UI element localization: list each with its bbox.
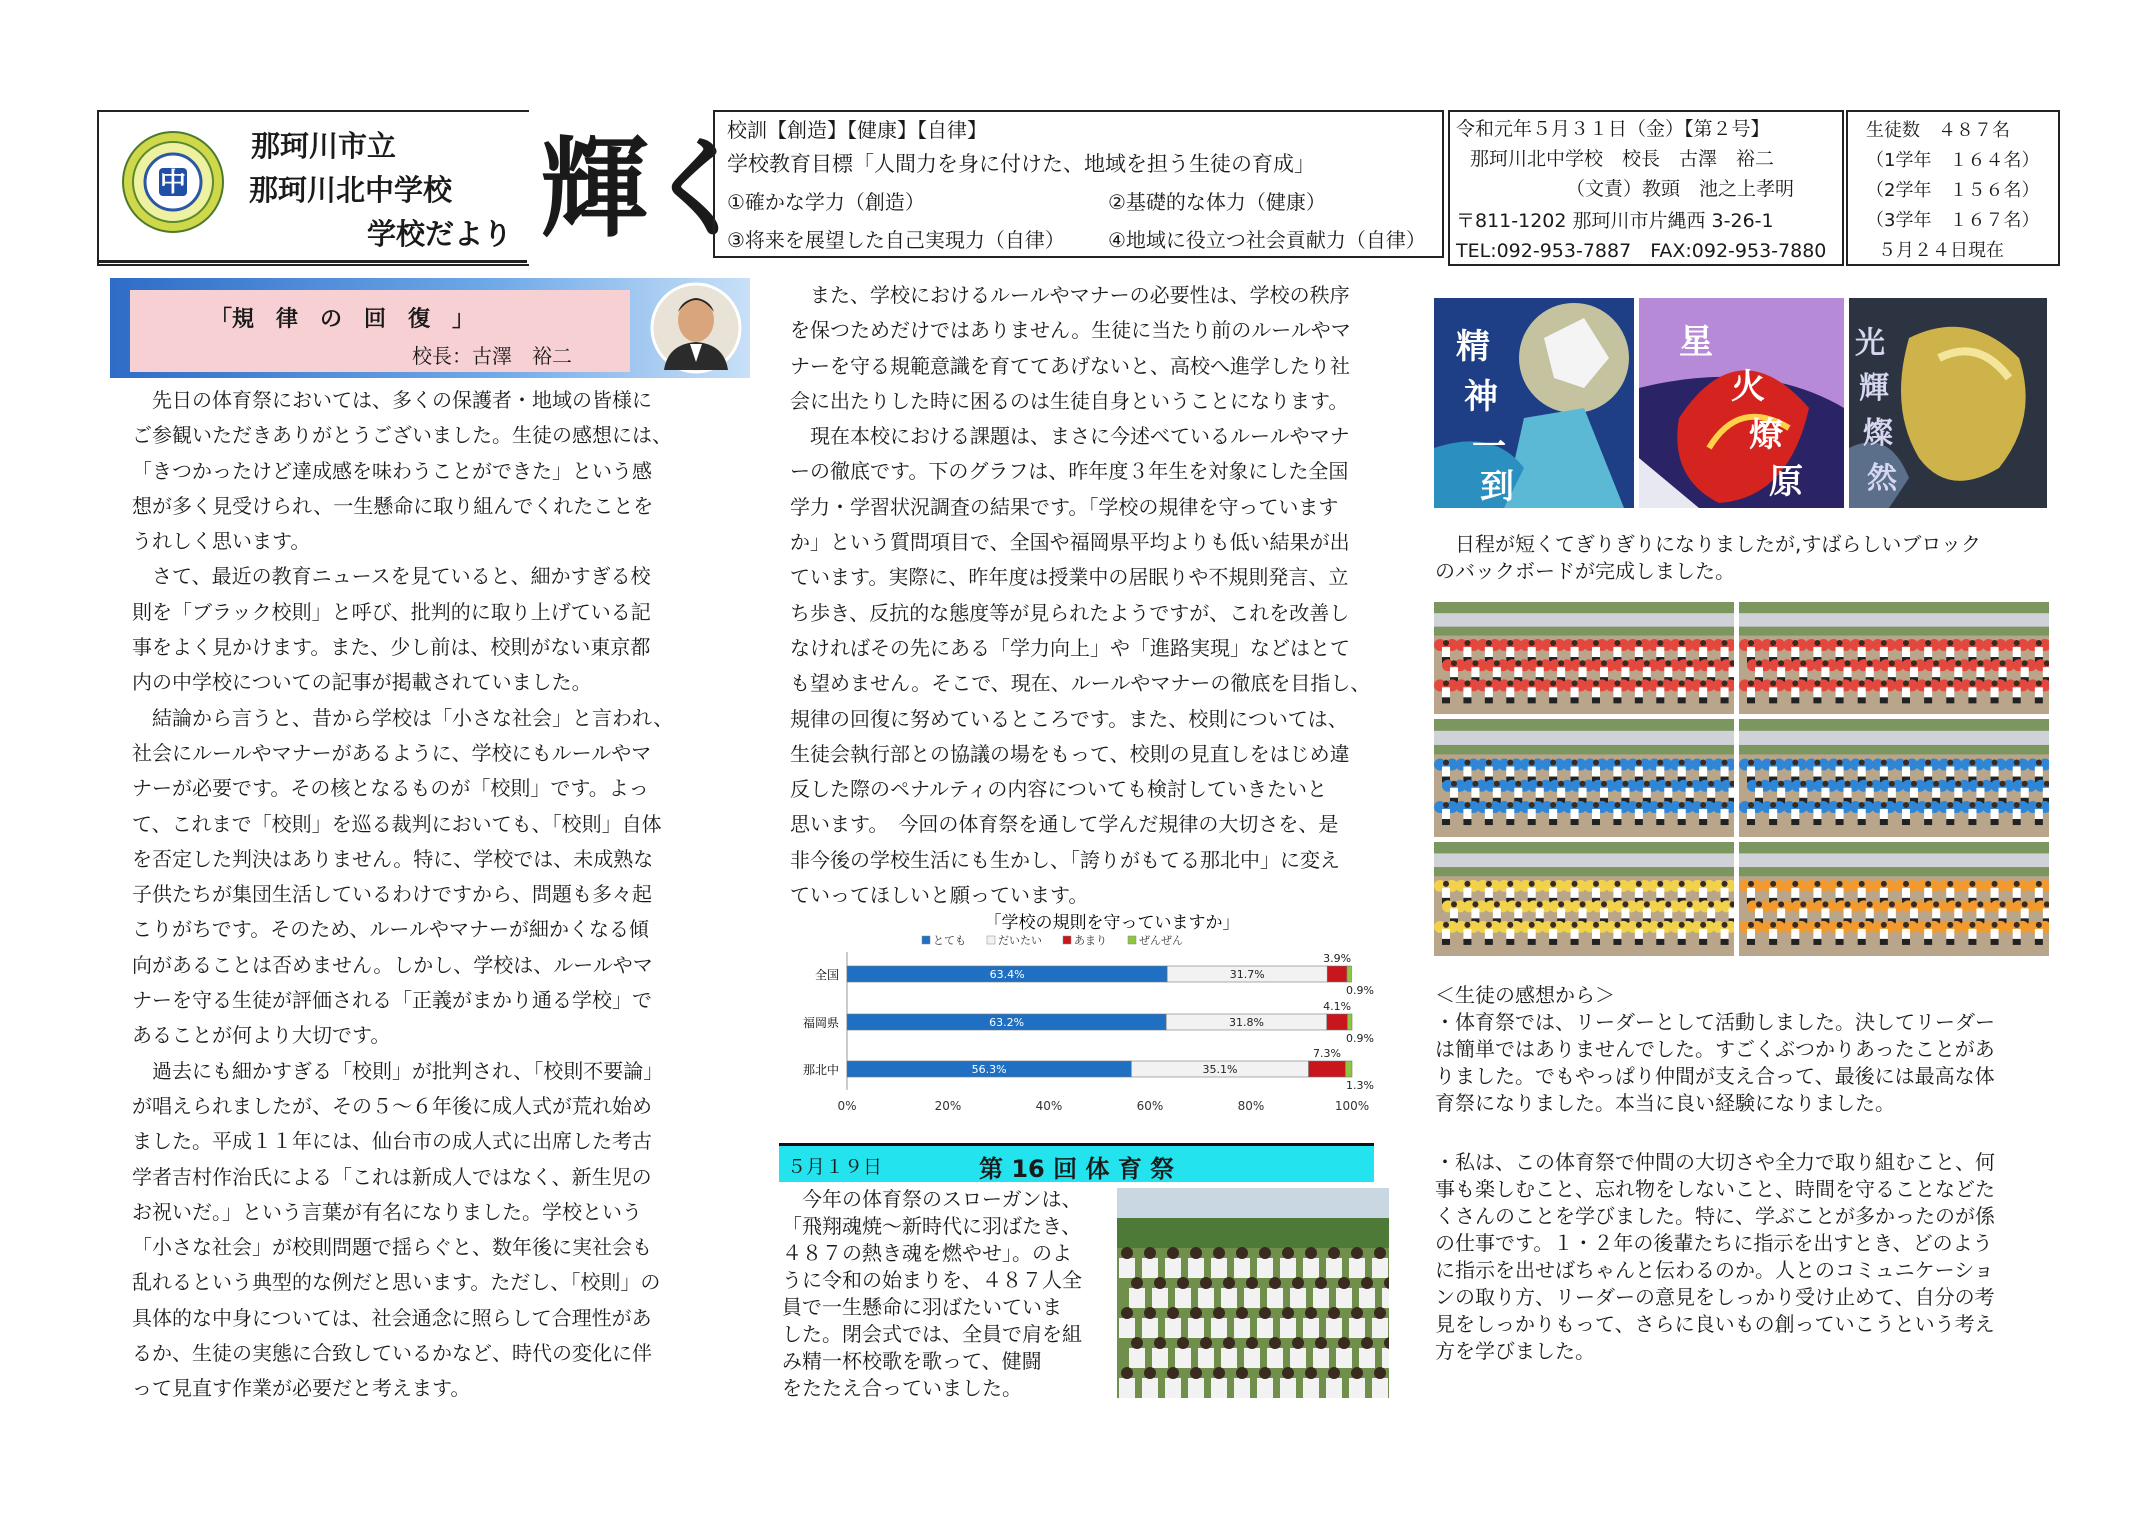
student-figure: [1198, 1337, 1214, 1368]
festival-line: 員で一生懸命に羽ばたいていま: [782, 1295, 1062, 1319]
festival-line: ４８７の熱き魂を燃やせ」。のよ: [782, 1241, 1072, 1265]
student-figure: [1152, 1277, 1168, 1308]
legend-label: とても: [933, 934, 966, 947]
chart-canvas: [782, 912, 1402, 1117]
dance-photo: [1434, 602, 1734, 714]
festival-body: [782, 1185, 1082, 1401]
student-figure: [1257, 1247, 1273, 1278]
article-col2-line: 反した際のペナルティの内容についても検討していきたいと: [790, 777, 1327, 802]
grade2-count: （2学年 １５６名）: [1866, 180, 2040, 201]
article-col1-line: こりがちです。そのため、ルールやマナーが細かくなる傾: [132, 917, 649, 942]
impression2-line: 事も楽しむこと、忘れ物をしないこと、時間を守ることなどた: [1435, 1177, 1995, 1201]
article-col2-line: ていってほしいと願っています。: [790, 883, 1089, 908]
newsletter-label: 学校だより: [367, 217, 513, 251]
impression-2: [1435, 1149, 1995, 1365]
student-figure: [1313, 1277, 1329, 1308]
student-figure: [1119, 1247, 1135, 1278]
article-col2-line: 学力・学習状況調査の結果です。「学校の規律を守っています: [790, 494, 1339, 519]
student-figure: [1326, 1247, 1342, 1278]
student-figure: [1165, 1307, 1181, 1338]
article-col1-line: を否定した判決はありません。特に、学校では、未成熟な: [132, 846, 654, 871]
student-figure: [1359, 1277, 1375, 1308]
article-col1-line: お祝いだ。」という言葉が有名になりました。学校という: [132, 1199, 642, 1224]
impression2-line: に指示を出せばちゃんと伝わるのか。人とのコミュニケーショ: [1435, 1258, 1994, 1282]
article-col2-line: を保つためだけではありません。生徒に当たり前のルールやマ: [790, 318, 1351, 343]
festival-line: した。閉会式では、全員で肩を組: [782, 1322, 1082, 1346]
student-figure: [1257, 1307, 1273, 1338]
student-figure: [1221, 1337, 1237, 1368]
article-body-column-1: [132, 383, 673, 1407]
student-figure: [1303, 1247, 1319, 1278]
student-figure: [1234, 1307, 1250, 1338]
student-figure: [1267, 1277, 1283, 1308]
festival-line: 今年の体育祭のスローガンは、: [782, 1187, 1082, 1211]
student-figure: [1142, 1367, 1158, 1398]
article-col1-line: ナーを守る生徒が評価される「正義がまかり通る学校」で: [132, 988, 652, 1013]
goal-item-1: ①確かな学力（創造）: [727, 190, 925, 214]
chart-bar: [1345, 1061, 1352, 1077]
chart-data-label: 7.3%: [1313, 1047, 1341, 1060]
student-figure: [1129, 1337, 1145, 1368]
article-col1-line: 結論から言うと、昔から学校は「小さな社会」と言われ、: [132, 705, 674, 730]
student-figure: [1257, 1367, 1273, 1398]
student-figure: [1349, 1307, 1365, 1338]
impression2-line: の仕事です。１・２年の後輩たちに指示を出すとき、どのよう: [1435, 1231, 1993, 1255]
backboard-photos: [1434, 298, 2047, 508]
chart-data-label: 35.1%: [1202, 1063, 1238, 1076]
legend-label: だいたい: [998, 934, 1042, 947]
article-col2-line: ち歩き、反抗的な態度等が見られたようですが、これを改善し: [790, 600, 1350, 625]
count-as-of: ５月２４日現在: [1878, 240, 2004, 261]
student-figure: [1326, 1367, 1342, 1398]
backboard-caption-line-1: 日程が短くてぎりぎりになりましたが,すばらしいブロック: [1435, 532, 1981, 556]
student-figure: [1142, 1247, 1158, 1278]
legend-label: あまり: [1074, 934, 1107, 947]
school-name: 那珂川北中学校: [249, 173, 453, 207]
board-text-1a: 精: [1456, 327, 1490, 367]
chart-data-label: 31.8%: [1228, 1016, 1264, 1029]
festival-line: み精一杯校歌を歌って、健闘: [782, 1349, 1042, 1373]
chart-tick-label: 0%: [837, 1099, 857, 1113]
student-figure: [1313, 1337, 1329, 1368]
article-col2-line: 思います。 今回の体育祭を通して学んだ規律の大切さを、是: [790, 812, 1339, 837]
chart-bar: [1309, 1061, 1346, 1077]
impression2-line: 方を学びました。: [1435, 1339, 1595, 1363]
student-figure: [1165, 1367, 1181, 1398]
student-figure: [1349, 1367, 1365, 1398]
article-col1-line: 先日の体育祭においては、多くの保護者・地域の皆様に: [132, 388, 652, 412]
school-emblem-icon: [121, 130, 225, 234]
grade1-count: （1学年 １６４名）: [1866, 150, 2040, 171]
issue-info-box: [1448, 110, 1844, 266]
article-author: 校長：古澤 裕二: [412, 344, 572, 368]
board-text-3a: 光: [1855, 326, 1885, 361]
article-col2-line: 会に出たりした時に困るのは生徒自身ということになります。: [790, 388, 1349, 413]
article-col1-line: 過去にも細かすぎる「校則」が批判され、「校則不要論」: [132, 1058, 664, 1083]
masthead-school-box: [97, 110, 529, 266]
chart-data-label: 31.7%: [1229, 968, 1265, 981]
board-text-1d: 到: [1480, 467, 1514, 507]
school-address: 〒811-1202 那珂川市片縄西 3-26-1: [1456, 210, 1774, 232]
article-col1-line: るか、生徒の実態に合致しているかなど、時代の変化に伴: [132, 1341, 652, 1366]
chart-tick-label: 60%: [1136, 1099, 1164, 1113]
school-motto-box: [713, 110, 1444, 258]
legend-swatch: [987, 936, 995, 944]
festival-title: 第 16 回 体 育 祭: [979, 1155, 1175, 1183]
article-col1-line: ました。平成１１年には、仙台市の成人式に出席した考古: [132, 1129, 652, 1154]
student-figure: [1175, 1277, 1191, 1308]
goal-item-3: ③将来を展望した自己実現力（自律）: [727, 228, 1065, 252]
student-figure: [1221, 1277, 1237, 1308]
festival-date: ５月１９日: [787, 1156, 883, 1178]
chart-bar: [1347, 966, 1352, 982]
principal-photo: [650, 282, 742, 374]
student-figure: [1290, 1277, 1306, 1308]
backboard-caption: [1435, 530, 1981, 584]
education-goal: 学校教育目標「人間力を身に付けた、地域を担う生徒の育成」: [727, 152, 1315, 176]
chart-category-label: 那北中: [802, 1063, 839, 1077]
article-col1-line: 子供たちが集団生活しているわけですから、問題も多々起: [132, 882, 652, 907]
article-col2-line: なければその先にある「学力向上」や「進路実現」などはとて: [790, 635, 1350, 660]
student-figure: [1336, 1337, 1352, 1368]
student-figure: [1234, 1367, 1250, 1398]
student-figure: [1234, 1247, 1250, 1278]
student-figure: [1165, 1247, 1181, 1278]
emblem-character: 中: [159, 168, 187, 198]
school-motto: 校訓【創造】【健康】【自律】: [727, 118, 987, 142]
editor-line: （文責）教頭 池之上孝明: [1566, 178, 1795, 200]
student-figure: [1211, 1247, 1227, 1278]
article-title-panel: [130, 290, 630, 372]
impression1-line: ・体育祭では、リーダーとして活動しました。決してリーダー: [1435, 1010, 1995, 1034]
chart-bar: [1327, 966, 1347, 982]
dance-photo: [1434, 842, 1734, 956]
chart-tick-label: 100%: [1334, 1099, 1370, 1113]
school-city: 那珂川市立: [251, 129, 397, 163]
student-figure: [1211, 1307, 1227, 1338]
article-col1-line: 社会にルールやマナーがあるように、学校にもルールやマ: [132, 740, 652, 765]
board-text-2c: 燎: [1749, 415, 1783, 455]
dance-photo-grid: [1434, 602, 2049, 956]
student-figure: [1290, 1337, 1306, 1368]
newsletter-title: 輝く: [540, 126, 749, 252]
issue-date: 令和元年５月３１日（金）【第２号】: [1456, 118, 1770, 140]
article-col1-line: ナーが必要です。その核となるものが「校則」です。よっ: [132, 776, 649, 801]
impression1-line: は簡単ではありませんでした。すごくぶつかりあったことがあ: [1435, 1037, 1995, 1061]
board-text-2b: 火: [1731, 367, 1765, 407]
article-col1-line: 乱れるという典型的な例だと思います。ただし、「校則」の: [132, 1270, 661, 1295]
article-col2-line: 非今後の学校生活にも生かし、「誇りがもてる那北中」に変え: [790, 847, 1340, 872]
backboard-photo-3: [1849, 298, 2047, 508]
student-figure: [1280, 1247, 1296, 1278]
article-col1-line: 「小さな社会」が校則問題で揺らぐと、数年後に実社会も: [132, 1235, 652, 1260]
article-col2-line: ています。実際に、昨年度は授業中の居眠りや不規則発言、立: [790, 565, 1349, 590]
legend-swatch: [1063, 936, 1071, 944]
article-col1-line: 事をよく見かけます。また、少し前は、校則がない東京都: [132, 635, 651, 660]
impressions-section: [1435, 982, 1615, 1009]
article-col2-line: か」という質問項目で、全国や福岡県平均よりも低い結果が出: [790, 530, 1350, 555]
chart-category-label: 全国: [814, 968, 839, 982]
article-title-banner: [110, 278, 750, 378]
chart-data-label: 0.9%: [1346, 984, 1374, 997]
article-col1-line: 「きつかったけど達成感を味わうことができた」という感: [132, 458, 652, 483]
student-figure: [1142, 1307, 1158, 1338]
chart-tick-label: 20%: [934, 1099, 962, 1113]
impression-1: [1435, 1009, 1995, 1117]
article-body-column-2: [790, 278, 1370, 913]
article-col1-line: ご参観いただきありがとうございました。生徒の感想には、: [132, 423, 672, 448]
board-text-1c: 一: [1472, 427, 1506, 467]
student-figure: [1359, 1337, 1375, 1368]
board-text-2d: 原: [1769, 462, 1803, 502]
article-col1-line: って見直す作業が必要だと考えます。: [132, 1376, 471, 1401]
students-total: 生徒数 ４８７名: [1866, 120, 2010, 141]
article-col1-line: 想が多く見受けられ、一生懸命に取り組んでくれたことを: [132, 493, 654, 518]
impressions-heading: ＜生徒の感想から＞: [1435, 983, 1615, 1007]
chart-data-label: 1.3%: [1346, 1079, 1374, 1092]
article-col2-line: ナーを守る規範意識を育ててあげないと、高校へ進学したり社: [790, 353, 1350, 378]
student-figure: [1198, 1277, 1214, 1308]
chart-data-label: 0.9%: [1346, 1032, 1374, 1045]
chart-title: 「学校の規則を守っていますか」: [984, 913, 1240, 933]
student-figure: [1175, 1337, 1191, 1368]
legend-label: ぜんぜん: [1139, 934, 1183, 947]
student-figure: [1188, 1247, 1204, 1278]
article-col1-line: て、これまで「校則」を巡る裁判においても、「校則」自体: [132, 811, 662, 836]
board-text-3b: 輝: [1859, 371, 1889, 406]
student-figure: [1119, 1307, 1135, 1338]
student-figure: [1336, 1277, 1352, 1308]
impression2-line: ・私は、この体育祭で仲間の大切さや全力で取り組むこと、何: [1435, 1150, 1995, 1174]
article-col1-line: 向があることは否めません。しかし、学校は、ルールやマ: [132, 952, 653, 977]
festival-line: うに令和の始まりを、４８７人全: [782, 1268, 1082, 1292]
dance-photo: [1739, 602, 2049, 714]
chart-data-label: 63.2%: [989, 1016, 1025, 1029]
chart-data-label: 4.1%: [1323, 1000, 1352, 1013]
impression1-line: 育祭になりました。本当に良い経験になりました。: [1435, 1091, 1895, 1115]
article-col2-line: 生徒会執行部との協議の場をもって、校則の見直しをはじめ違: [790, 741, 1350, 766]
article-col2-line: 規律の回復に努めているところです。また、校則については、: [790, 706, 1348, 731]
student-figure: [1303, 1307, 1319, 1338]
student-figure: [1129, 1277, 1145, 1308]
student-figure: [1280, 1307, 1296, 1338]
impression2-line: ンの取り方、リーダーの意見をしっかり受け止めて、自分の考: [1435, 1285, 1995, 1309]
article-col1-line: うれしく思います。: [132, 529, 311, 554]
impression2-line: くさんのことを学びました。特に、学ぶことが多かったのが係: [1435, 1204, 1995, 1228]
student-figure: [1326, 1307, 1342, 1338]
impression2-line: 見をしっかりもって、さらに良いもの創っていこうという考え: [1435, 1312, 1995, 1336]
board-text-2a: 星: [1679, 322, 1713, 362]
school-phone-fax: TEL:092-953-7887 FAX:092-953-7880: [1456, 240, 1827, 262]
principal-line: 那珂川北中学校 校長 古澤 裕二: [1470, 148, 1775, 170]
chart-bar: [1347, 1014, 1352, 1030]
chart-bar: [1327, 1014, 1348, 1030]
legend-swatch: [922, 936, 930, 944]
student-figure: [1267, 1337, 1283, 1368]
article-col2-line: 現在本校における課題は、まさに今述べているルールやマナ: [790, 424, 1350, 449]
student-figure: [1119, 1367, 1135, 1398]
student-figure: [1188, 1307, 1204, 1338]
student-figure: [1188, 1367, 1204, 1398]
article-col1-line: あることが何より大切です。: [132, 1023, 391, 1048]
student-figure: [1211, 1367, 1227, 1398]
chart-data-label: 3.9%: [1323, 952, 1352, 965]
student-figure: [1372, 1367, 1388, 1398]
masthead-rule: [97, 260, 527, 263]
student-figure: [1372, 1247, 1388, 1278]
festival-line: 「飛翔魂焼～新時代に羽ばたき、: [782, 1214, 1082, 1238]
closing-ceremony-photo: [1117, 1188, 1389, 1398]
student-figure: [1244, 1277, 1260, 1308]
student-figure: [1152, 1337, 1168, 1368]
chart-data-label: 63.4%: [989, 968, 1025, 981]
impression1-line: りました。でもやっぱり仲間が支え合って、最後には最高な体: [1435, 1064, 1995, 1088]
article-col1-line: が唱えられましたが、その５～６年後に成人式が荒れ始め: [132, 1093, 652, 1118]
article-col1-line: 具体的な中身については、社会通念に照らして合理性があ: [132, 1305, 652, 1330]
article-col2-line: また、学校におけるルールやマナーの必要性は、学校の秩序: [790, 283, 1350, 307]
dance-photo: [1739, 842, 2049, 956]
article-col1-line: さて、最近の教育ニュースを見ていると、細かすぎる校: [132, 564, 651, 589]
student-figure: [1372, 1307, 1388, 1338]
legend-swatch: [1128, 936, 1136, 944]
chart-tick-label: 80%: [1237, 1099, 1265, 1113]
student-count-box: [1846, 110, 2060, 266]
board-text-3d: 然: [1867, 461, 1897, 496]
rules-survey-chart: [782, 912, 1402, 1117]
student-figure: [1244, 1337, 1260, 1368]
sports-festival-header: [779, 1143, 1374, 1182]
chart-tick-label: 40%: [1035, 1099, 1063, 1113]
board-text-3c: 燦: [1863, 416, 1893, 451]
grade3-count: （3学年 １６７名）: [1866, 210, 2040, 231]
student-figure: [1280, 1367, 1296, 1398]
backboard-photo-2: [1639, 298, 1844, 508]
backboard-caption-line-2: のバックボードが完成しました。: [1435, 559, 1735, 583]
student-figure: [1349, 1247, 1365, 1278]
goal-item-2: ②基礎的な体力（健康）: [1108, 190, 1326, 214]
festival-line: をたたえ合っていました。: [782, 1376, 1022, 1400]
dance-photo: [1739, 719, 2049, 837]
article-col1-line: 則を「ブラック校則」と呼び、批判的に取り上げている記: [132, 599, 651, 624]
article-col1-line: 内の中学校についての記事が掲載されていました。: [132, 670, 592, 695]
chart-data-label: 56.3%: [971, 1063, 1007, 1076]
article-col1-line: 学者吉村作治氏による「これは新成人ではなく、新生児の: [132, 1164, 652, 1189]
article-title: 「規 律 の 回 復 」: [210, 307, 475, 332]
goal-item-4: ④地域に役立つ社会貢献力（自律）: [1108, 228, 1426, 252]
article-col2-line: ーの徹底です。下のグラフは、昨年度３年生を対象にした全国: [790, 459, 1349, 484]
article-col2-line: も望めません。そこで、現在、ルールやマナーの徹底を目指し、: [790, 671, 1371, 696]
student-figure: [1303, 1367, 1319, 1398]
chart-category-label: 福岡県: [802, 1016, 839, 1030]
backboard-photo-1: [1434, 298, 1634, 508]
dance-photo: [1434, 719, 1734, 837]
board-text-1b: 神: [1464, 377, 1498, 417]
